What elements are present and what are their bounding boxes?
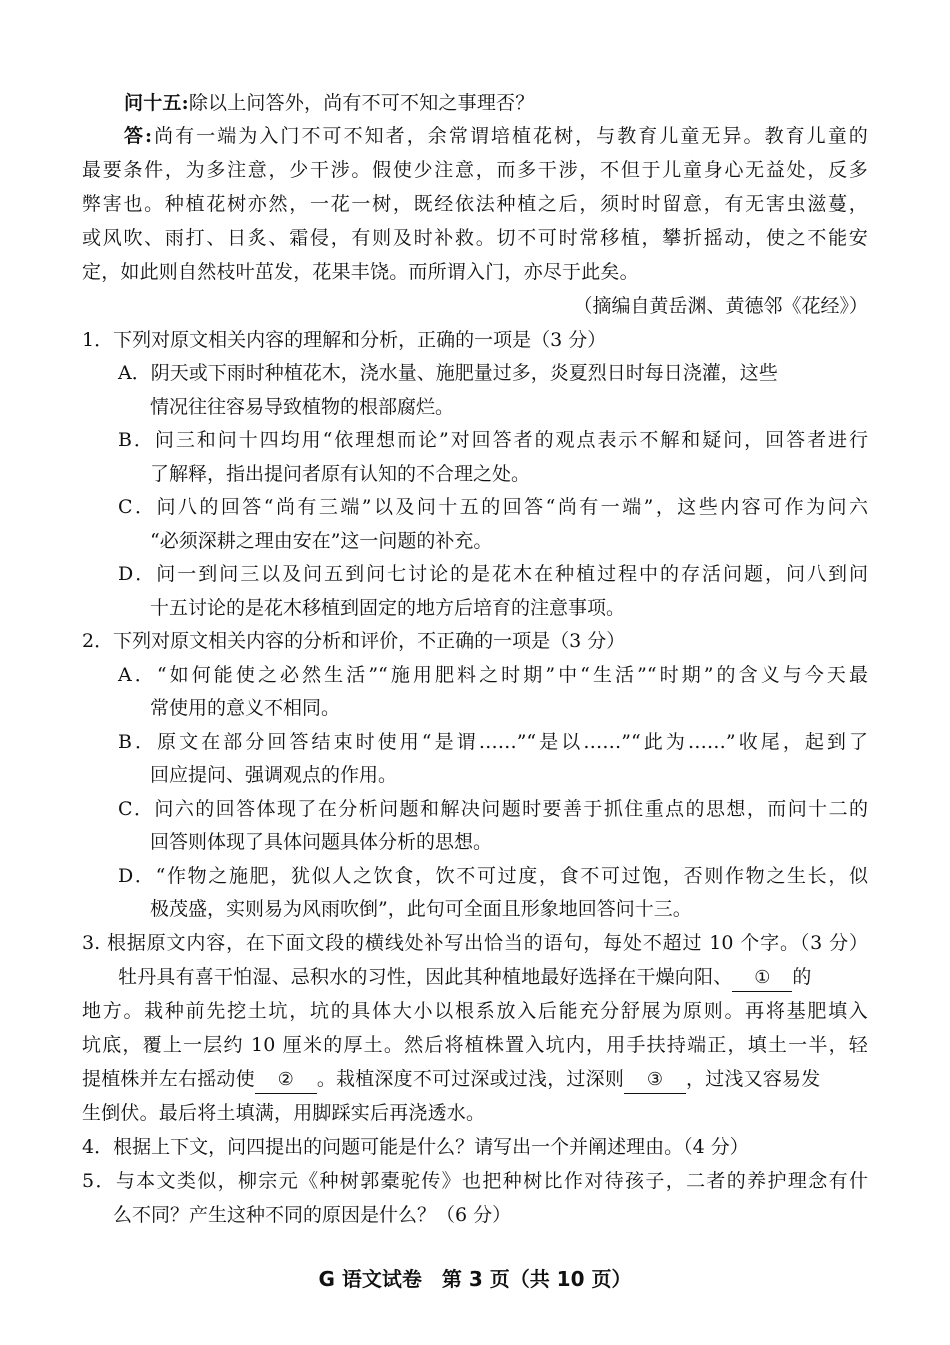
q2-option-c-line-2: 回答则体现了具体问题具体分析的思想。 xyxy=(150,831,493,853)
q3-paragraph-line-2: 地方。栽种前先挖土坑，坑的具体大小以根系放入后能充分舒展为原则。再将基肥填入 xyxy=(82,1000,868,1022)
q15-question: 除以上问答外，尚有不可不知之事理否？ xyxy=(188,92,535,114)
q3-blank-2[interactable] xyxy=(255,1067,317,1094)
q2-option-c-line-1: C．问六的回答体现了在分析问题和解决问题时要善于抓住重点的思想，而问十二的 xyxy=(118,798,868,820)
q15-label: 问十五: xyxy=(124,92,189,114)
page-footer: G 语文试卷 第 3 页（共 10 页） xyxy=(318,1267,632,1291)
q5-stem-line-1: 5．与本文类似，柳宗元《种树郭橐驼传》也把种树比作对待孩子，二者的养护理念有什 xyxy=(82,1170,868,1192)
q15-answer-line-1 xyxy=(124,119,868,153)
q2-option-d-line-1: D．“作物之施肥，犹似人之饮食，饮不可过度，食不可过饱，否则作物之生长，似 xyxy=(118,865,868,887)
q1-option-d-line-2: 十五讨论的是花木移植到固定的地方后培育的注意事项。 xyxy=(150,597,626,619)
q3-text-1a: 牡丹具有喜干怕湿、忌积水的习性，因此其种植地最好选择在干燥向阳、 xyxy=(118,966,733,988)
q3-paragraph-line-3: 坑底，覆上一层约 10 厘米的厚土。然后将植株置入坑内，用手扶持端正，填土一半，轻 xyxy=(82,1034,868,1056)
q3-blank-2-marker: ② xyxy=(277,1069,294,1090)
q1-option-b-line-1: B．问三和问十四均用“依理想而论”对回答者的观点表示不解和疑问，回答者进行 xyxy=(118,429,868,451)
q15-answer-line-2: 最要条件，为多注意，少干涉。假使少注意，而多干涉，不但于儿童身心无益处，反多 xyxy=(82,159,868,181)
q15-answer-line-3: 弊害也。种植花树亦然，一花一树，既经依法种植之后，须时时留意，有无害虫滋蔓， xyxy=(82,193,868,215)
q3-blank-3[interactable] xyxy=(624,1067,686,1094)
q3-blank-1-marker: ① xyxy=(754,967,771,988)
q15-answer-label: 答: xyxy=(124,125,153,147)
q15-answer-text-1: 尚有一端为入门不可不知者，余常谓培植花树，与教育儿童无异。教育儿童的 xyxy=(152,125,868,147)
q2-option-b-line-2: 回应提问、强调观点的作用。 xyxy=(150,764,398,786)
q2-stem: 2．下列对原文相关内容的分析和评价，不正确的一项是（3 分） xyxy=(82,630,626,652)
q4-stem: 4．根据上下文，问四提出的问题可能是什么？请写出一个并阐述理由。（4 分） xyxy=(82,1136,749,1158)
q1-option-a-line-2: 情况往往容易导致植物的根部腐烂。 xyxy=(150,396,455,418)
q1-stem: 1．下列对原文相关内容的理解和分析，正确的一项是（3 分） xyxy=(82,329,607,351)
q1-option-c-line-2: “必须深耕之理由安在”这一问题的补充。 xyxy=(150,530,493,552)
q3-text-4c: ，过浅又容易发 xyxy=(686,1068,821,1090)
q1-option-b-line-2: 了解释，指出提问者原有认知的不合理之处。 xyxy=(150,463,531,485)
q2-option-a-line-1: A．“如何能使之必然生活”“施用肥料之时期”中“生活”“时期”的含义与今天最 xyxy=(118,664,868,686)
q3-text-4b: 。栽植深度不可过深或过浅，过深则 xyxy=(316,1068,625,1090)
q2-option-d-line-2: 极茂盛，实则易为风雨吹倒”，此句可全面且形象地回答问十三。 xyxy=(150,898,692,920)
q1-option-c-line-1: C．问八的回答“尚有三端”以及问十五的回答“尚有一端”，这些内容可作为问六 xyxy=(118,496,868,518)
q3-paragraph-line-1 xyxy=(118,960,868,994)
q2-option-b-line-1: B．原文在部分回答结束时使用“是谓……”“是以……”“此为……”收尾，起到了 xyxy=(118,731,868,753)
q3-paragraph-line-4 xyxy=(82,1062,868,1096)
q1-option-a-line-1: A．阴天或下雨时种植花木，浇水量、施肥量过多，炎夏烈日时每日浇灌，这些 xyxy=(118,362,778,384)
q3-text-1b: 的 xyxy=(792,966,812,988)
q3-blank-3-marker: ③ xyxy=(646,1069,664,1090)
q3-text-4a: 提植株并左右摇动使 xyxy=(82,1068,255,1090)
q15-source: （摘编自黄岳渊、黄德邻《花经》） xyxy=(573,295,868,317)
q5-stem-line-2: 么不同？产生这种不同的原因是什么？（6 分） xyxy=(113,1204,512,1226)
q2-option-a-line-2: 常使用的意义不相同。 xyxy=(150,697,341,719)
q3-stem: 3. 根据原文内容，在下面文段的横线处补写出恰当的语句，每处不超过 10 个字。（3 分） xyxy=(82,932,868,954)
q15-question-line xyxy=(124,86,870,120)
q3-paragraph-line-5: 生倒伏。最后将土填满，用脚踩实后再浇透水。 xyxy=(82,1102,486,1124)
q1-option-d-line-1: D．问一到问三以及问五到问七讨论的是花木在种植过程中的存活问题，问八到问 xyxy=(118,563,868,585)
q15-answer-line-5: 定，如此则自然枝叶茁发，花果丰饶。而所谓入门，亦尽于此矣。 xyxy=(82,261,639,283)
q15-answer-line-4: 或风吹、雨打、日炙、霜侵，有则及时补救。切不可时常移植，攀折摇动，使之不能安 xyxy=(82,227,868,249)
q3-blank-1[interactable] xyxy=(732,965,792,992)
